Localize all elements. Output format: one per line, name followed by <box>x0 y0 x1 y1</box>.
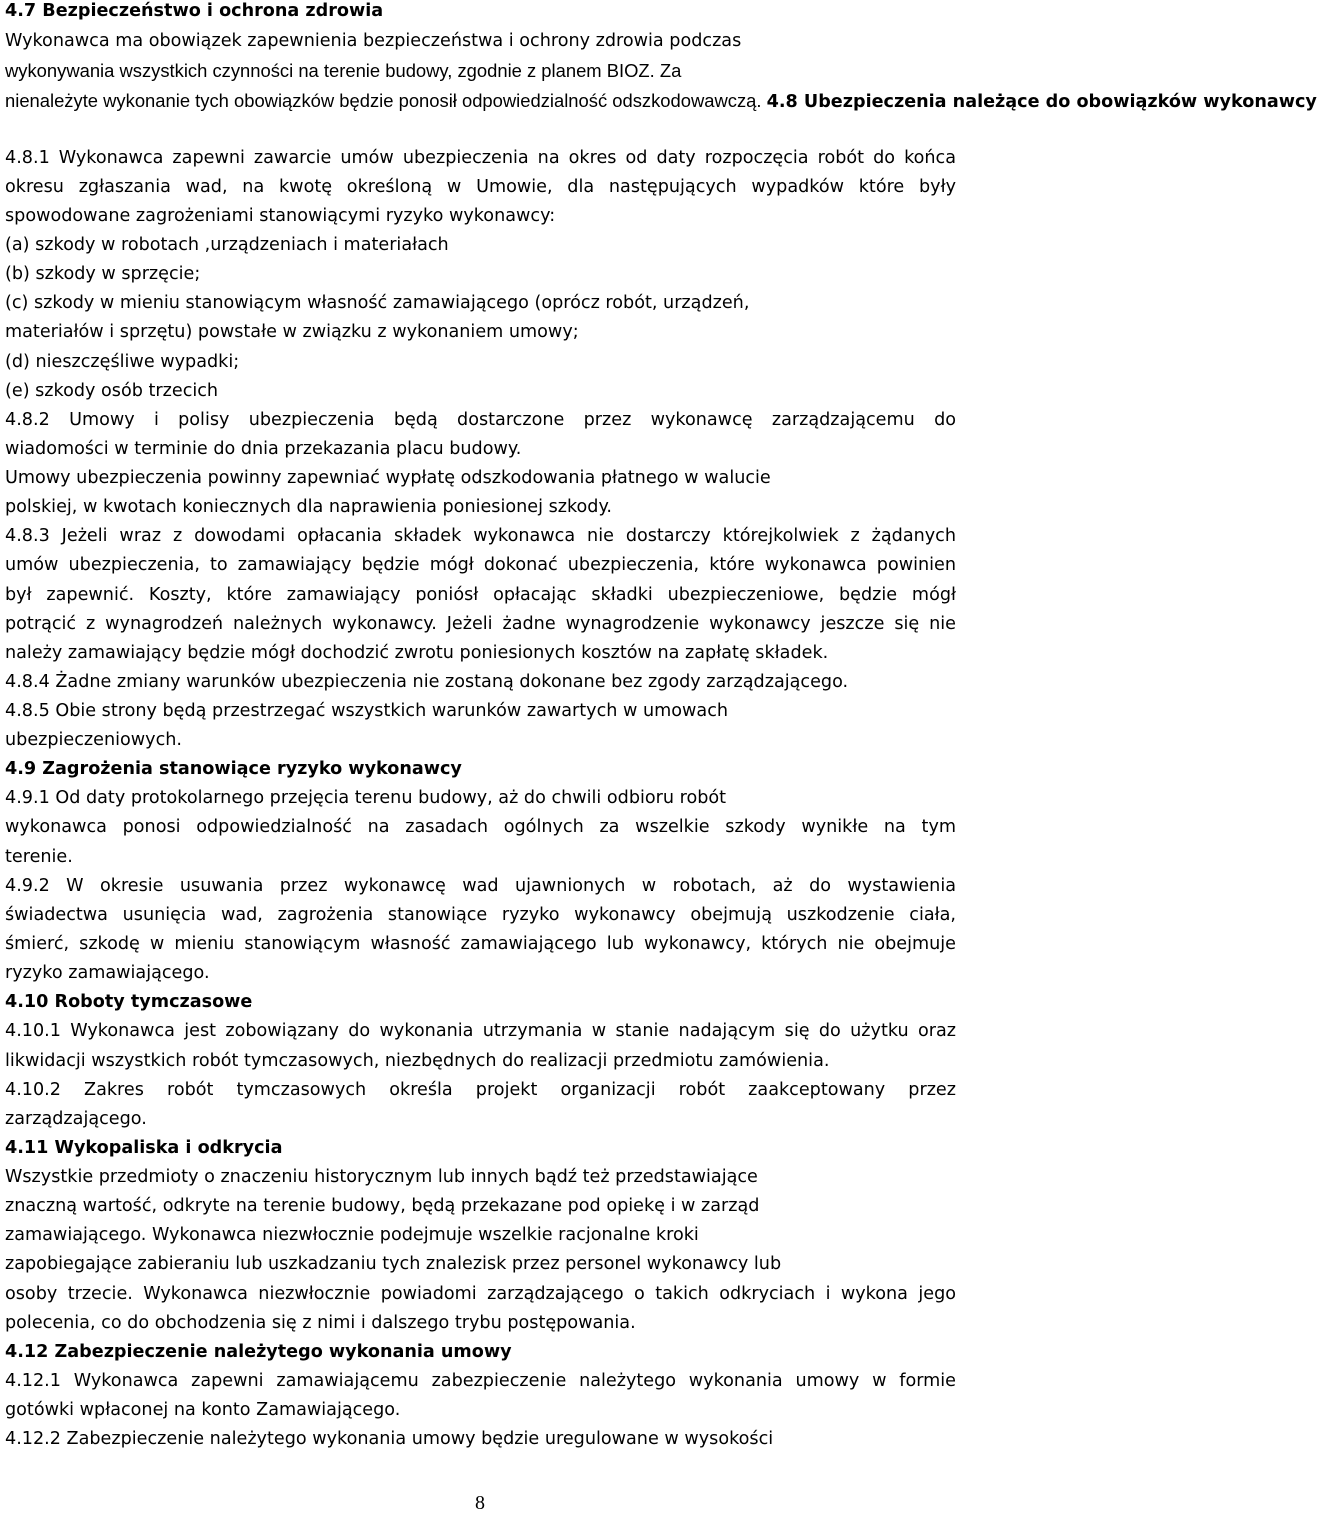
section-heading-4-12: 4.12 Zabezpieczenie należytego wykonania umowy <box>5 1342 512 1362</box>
text-line: umów ubezpieczenia, to zamawiający będzie mógł dokonać ubezpieczenia, które wykonawca powinien <box>5 555 956 575</box>
text-line: polskiej, w kwotach koniecznych dla naprawienia poniesionej szkody. <box>5 497 612 517</box>
text-line: świadectwa usunięcia wad, zagrożenia stanowiące ryzyko wykonawcy obejmują uszkodzenie ciała, <box>5 905 956 925</box>
text-line: zarządzającego. <box>5 1109 147 1129</box>
list-item: (c) szkody w mieniu stanowiącym własność zamawiającego (oprócz robót, urządzeń, <box>5 293 750 313</box>
text-line: okresu zgłaszania wad, na kwotę określoną w Umowie, dla następujących wypadków które były <box>5 177 956 197</box>
text-line: 4.10.1 Wykonawca jest zobowiązany do wykonania utrzymania w stanie nadającym się do użytku oraz <box>5 1021 956 1041</box>
text-line: wykonawca ponosi odpowiedzialność na zasadach ogólnych za wszelkie szkody wynikłe na tym <box>5 817 956 837</box>
text-line: ryzyko zamawiającego. <box>5 963 210 983</box>
text-line: 4.12.2 Zabezpieczenie należytego wykonania umowy będzie uregulowane w wysokości <box>5 1429 774 1449</box>
text-line: śmierć, szkodę w mieniu stanowiącym własność zamawiającego lub wykonawcy, których nie obejmuje <box>5 934 956 954</box>
text-line: zapobiegające zabieraniu lub uszkadzaniu tych znalezisk przez personel wykonawcy lub <box>5 1254 782 1274</box>
text-line: wiadomości w terminie do dnia przekazania placu budowy. <box>5 439 522 459</box>
text-line: 4.8.5 Obie strony będą przestrzegać wszystkich warunków zawartych w umowach <box>5 701 729 721</box>
page-number: 8 <box>475 1492 485 1514</box>
list-item: (a) szkody w robotach ,urządzeniach i materiałach <box>5 235 449 255</box>
section-heading-4-8: 4.8 Ubezpieczenia należące do obowiązków wykonawcy <box>766 92 1317 112</box>
text-segment: nienależyte wykonanie tych obowiązków będzie ponosił odpowiedzialność odszkodowawczą. <box>5 90 767 111</box>
text-line: gotówki wpłaconej na konto Zamawiającego. <box>5 1400 401 1420</box>
text-line: 4.8.1 Wykonawca zapewni zawarcie umów ubezpieczenia na okres od daty rozpoczęcia robót do końca <box>5 148 956 168</box>
text-line: Wykonawca ma obowiązek zapewnienia bezpieczeństwa i ochrony zdrowia podczas <box>5 31 742 51</box>
section-heading-4-9: 4.9 Zagrożenia stanowiące ryzyko wykonawcy <box>5 759 462 779</box>
text-line: ubezpieczeniowych. <box>5 730 183 750</box>
text-line: terenie. <box>5 847 73 867</box>
text-line: wykonywania wszystkich czynności na terenie budowy, zgodnie z planem BIOZ. Za <box>5 60 682 81</box>
text-line: 4.8.2 Umowy i polisy ubezpieczenia będą dostarczone przez wykonawcę zarządzającemu do <box>5 410 956 430</box>
section-heading-4-7: 4.7 Bezpieczeństwo i ochrona zdrowia <box>5 1 384 21</box>
text-line: polecenia, co do obchodzenia się z nimi i dalszego trybu postępowania. <box>5 1313 636 1333</box>
text-line: 4.8.4 Żadne zmiany warunków ubezpieczenia nie zostaną dokonane bez zgody zarządzającego. <box>5 672 849 692</box>
text-line: Wszystkie przedmioty o znaczeniu historycznym lub innych bądź też przedstawiające <box>5 1167 758 1187</box>
text-line: zamawiającego. Wykonawca niezwłocznie podejmuje wszelkie racjonalne kroki <box>5 1225 699 1245</box>
text-line: 4.9.1 Od daty protokolarnego przejęcia terenu budowy, aż do chwili odbioru robót <box>5 788 727 808</box>
text-line: był zapewnić. Koszty, które zamawiający poniósł opłacając składki ubezpieczeniowe, będzie mógł <box>5 585 956 605</box>
text-line: znaczną wartość, odkryte na terenie budowy, będą przekazane pod opiekę i w zarząd <box>5 1196 760 1216</box>
text-line: osoby trzecie. Wykonawca niezwłocznie powiadomi zarządzającego o takich odkryciach i wykona jego <box>5 1284 956 1304</box>
text-line: spowodowane zagrożeniami stanowiącymi ryzyko wykonawcy: <box>5 206 556 226</box>
text-line: 4.9.2 W okresie usuwania przez wykonawcę wad ujawnionych w robotach, aż do wystawienia <box>5 876 956 896</box>
text-line: należy zamawiający będzie mógł dochodzić zwrotu poniesionych kosztów na zapłatę składek. <box>5 643 829 663</box>
text-line-with-inline-heading <box>5 90 1317 112</box>
text-line: 4.12.1 Wykonawca zapewni zamawiającemu zabezpieczenie należytego wykonania umowy w formie <box>5 1371 956 1391</box>
text-line: 4.10.2 Zakres robót tymczasowych określa projekt organizacji robót zaakceptowany przez <box>5 1080 956 1100</box>
list-item: (e) szkody osób trzecich <box>5 381 219 401</box>
text-line: likwidacji wszystkich robót tymczasowych, niezbędnych do realizacji przedmiotu zamówienia. <box>5 1051 830 1071</box>
text-line: Umowy ubezpieczenia powinny zapewniać wypłatę odszkodowania płatnego w walucie <box>5 468 771 488</box>
section-heading-4-10: 4.10 Roboty tymczasowe <box>5 992 253 1012</box>
text-line: potrącić z wynagrodzeń należnych wykonawcy. Jeżeli żadne wynagrodzenie wykonawcy jeszcze się nie <box>5 614 956 634</box>
text-line: 4.8.3 Jeżeli wraz z dowodami opłacania składek wykonawca nie dostarczy którejkolwiek z żądanych <box>5 526 956 546</box>
list-item: (b) szkody w sprzęcie; <box>5 264 201 284</box>
section-heading-4-11: 4.11 Wykopaliska i odkrycia <box>5 1138 283 1158</box>
text-line: materiałów i sprzętu) powstałe w związku z wykonaniem umowy; <box>5 322 579 342</box>
list-item: (d) nieszczęśliwe wypadki; <box>5 352 240 372</box>
